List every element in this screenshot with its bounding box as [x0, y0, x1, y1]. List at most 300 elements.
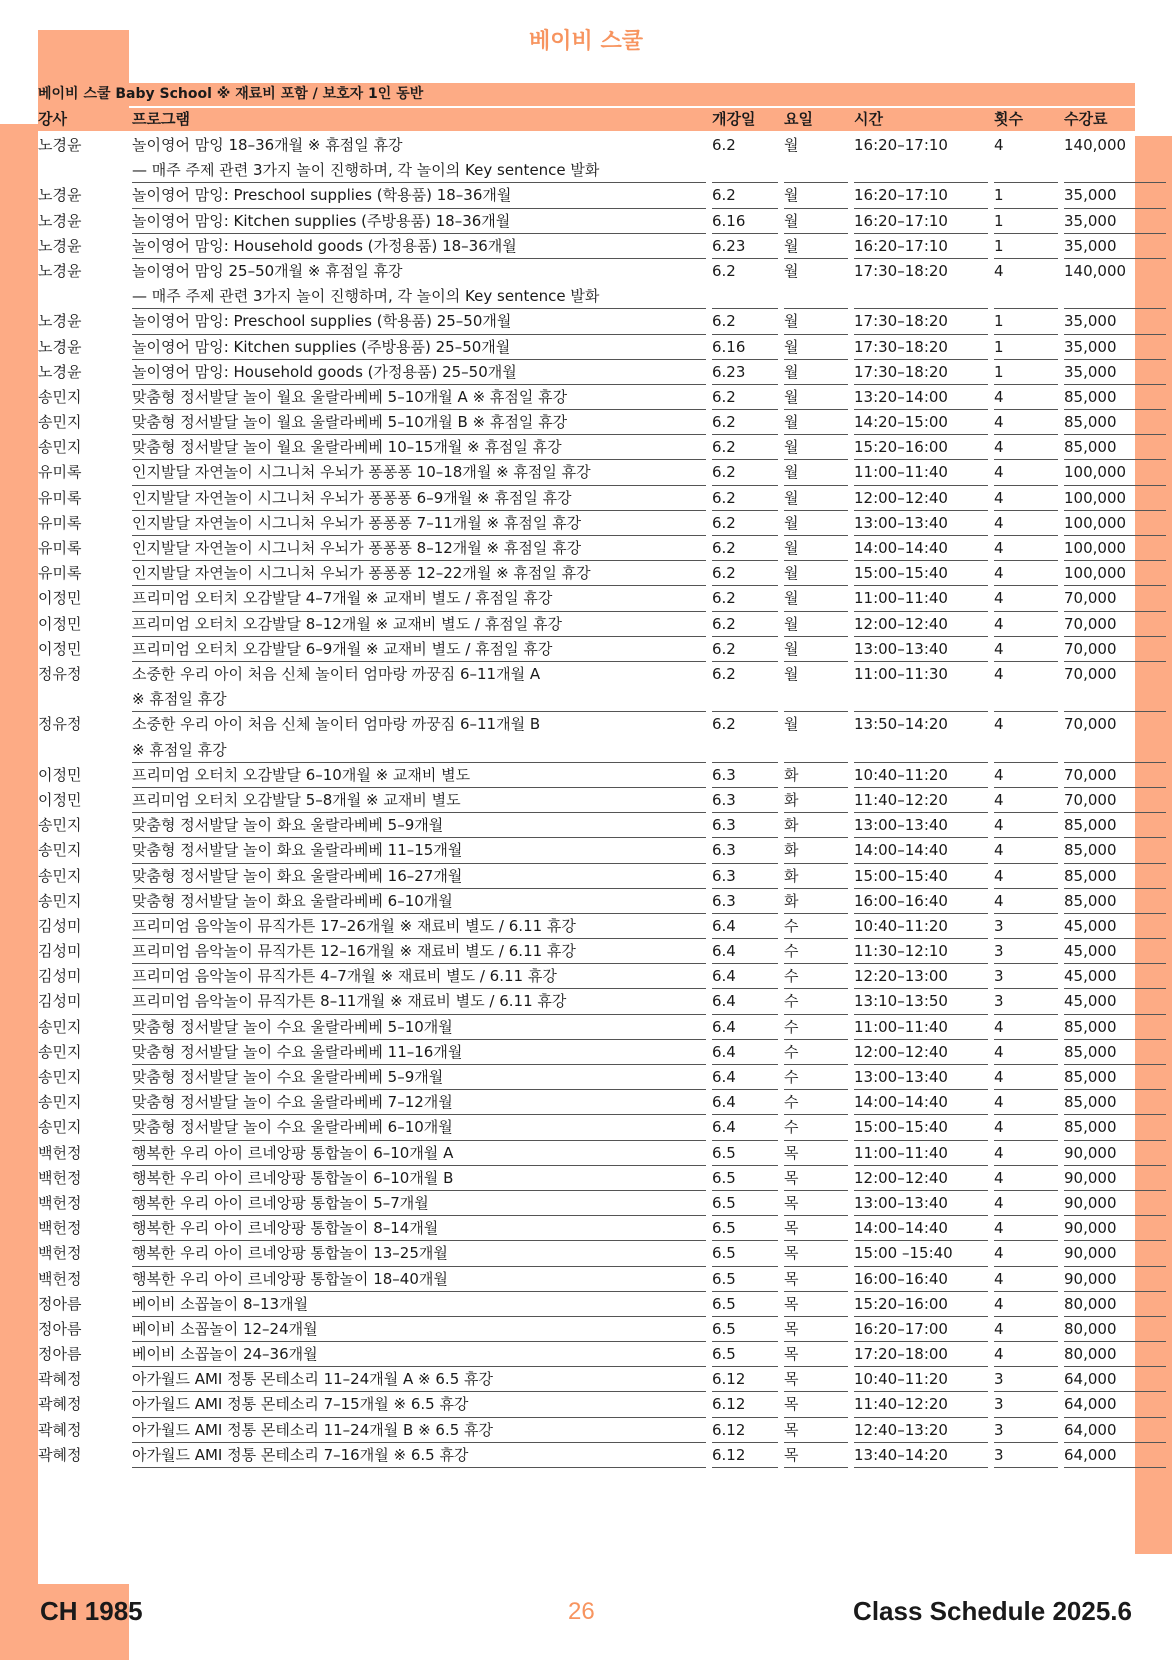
instructor-cell: 노경윤 — [38, 337, 82, 356]
program-cell: 행복한 우리 아이 르네앙팡 통합놀이 8–14개월 — [132, 1216, 706, 1241]
day-cell: 목 — [784, 1241, 848, 1266]
start-date-cell: 6.3 — [712, 763, 778, 788]
time-cell: 13:50–14:20 — [854, 712, 988, 762]
day-cell: 월 — [784, 385, 848, 410]
program-cell: 프리미엄 음악놀이 뮤직가튼 12–16개월 ※ 재료비 별도 / 6.11 휴강 — [132, 939, 706, 964]
start-date-cell: 6.12 — [712, 1392, 778, 1417]
table-row — [38, 612, 1135, 637]
program-cell: 놀이영어 맘잉: Kitchen supplies (주방용품) 18–36개월 — [132, 209, 706, 234]
start-date-cell: 6.2 — [712, 511, 778, 536]
time-cell: 16:20–17:10 — [854, 183, 988, 208]
start-date-cell: 6.2 — [712, 309, 778, 334]
start-date-cell: 6.23 — [712, 360, 778, 385]
table-row — [38, 788, 1135, 813]
time-cell: 12:00–12:40 — [854, 612, 988, 637]
fee-cell: 45,000 — [1064, 939, 1166, 964]
program-cell: 맞춤형 정서발달 놀이 월요 울랄라베베 5–10개월 B ※ 휴점일 휴강 — [132, 410, 706, 435]
day-cell: 화 — [784, 864, 848, 889]
day-cell: 월 — [784, 410, 848, 435]
day-cell: 수 — [784, 914, 848, 939]
session-count-cell: 4 — [994, 1191, 1058, 1216]
fee-cell: 80,000 — [1064, 1317, 1166, 1342]
program-cell: 아가월드 AMI 정통 몬테소리 7–16개월 ※ 6.5 휴강 — [132, 1443, 706, 1468]
table-row — [38, 989, 1135, 1014]
time-cell: 15:00–15:40 — [854, 561, 988, 586]
program-cell: 맞춤형 정서발달 놀이 화요 울랄라베베 6–10개월 — [132, 889, 706, 914]
instructor-cell: 이정민 — [38, 765, 82, 784]
program-cell: 베이비 소꼽놀이 24–36개월 — [132, 1342, 706, 1367]
instructor-cell: 정아름 — [38, 1319, 82, 1338]
start-date-cell: 6.2 — [712, 385, 778, 410]
program-cell: 놀이영어 맘잉: Preschool supplies (학용품) 25–50개월 — [132, 309, 706, 334]
day-cell: 수 — [784, 1115, 848, 1140]
instructor-cell: 이정민 — [38, 790, 82, 809]
time-cell: 14:00–14:40 — [854, 1090, 988, 1115]
fee-cell: 70,000 — [1064, 763, 1166, 788]
start-date-cell: 6.4 — [712, 1090, 778, 1115]
instructor-cell: 김성미 — [38, 992, 82, 1011]
program-cell: 놀이영어 맘잉 18–36개월 ※ 휴점일 휴강 — 매주 주제 관련 3가지 놀이 진행하며, 각 놀이의 Key sentence 발화 — [132, 133, 706, 183]
time-cell: 13:00–13:40 — [854, 511, 988, 536]
program-cell: 프리미엄 오터치 오감발달 5–8개월 ※ 교재비 별도 — [132, 788, 706, 813]
time-cell: 11:00–11:40 — [854, 1141, 988, 1166]
session-count-cell: 4 — [994, 1216, 1058, 1241]
instructor-cell: 백헌정 — [38, 1143, 82, 1162]
time-cell: 17:30–18:20 — [854, 360, 988, 385]
fee-cell: 85,000 — [1064, 1065, 1166, 1090]
instructor-cell: 백헌정 — [38, 1193, 82, 1212]
session-count-cell: 1 — [994, 360, 1058, 385]
session-count-cell: 3 — [994, 1418, 1058, 1443]
time-cell: 14:20–15:00 — [854, 410, 988, 435]
time-cell: 13:40–14:20 — [854, 1443, 988, 1468]
session-count-cell: 1 — [994, 309, 1058, 334]
day-cell: 월 — [784, 435, 848, 460]
program-cell: 행복한 우리 아이 르네앙팡 통합놀이 18–40개월 — [132, 1267, 706, 1292]
footer-brand: CH 1985 — [40, 1596, 143, 1626]
time-cell: 17:30–18:20 — [854, 335, 988, 360]
session-count-cell: 4 — [994, 385, 1058, 410]
program-cell: 베이비 소꼽놀이 12–24개월 — [132, 1317, 706, 1342]
col-header-day: 요일 — [784, 110, 813, 128]
day-cell: 수 — [784, 989, 848, 1014]
day-cell: 화 — [784, 813, 848, 838]
table-row — [38, 1418, 1135, 1443]
session-count-cell: 4 — [994, 133, 1058, 183]
program-cell: 프리미엄 음악놀이 뮤직가튼 17–26개월 ※ 재료비 별도 / 6.11 휴강 — [132, 914, 706, 939]
time-cell: 12:40–13:20 — [854, 1418, 988, 1443]
table-row — [38, 1392, 1135, 1417]
time-cell: 13:20–14:00 — [854, 385, 988, 410]
day-cell: 목 — [784, 1342, 848, 1367]
instructor-cell: 송민지 — [38, 866, 82, 885]
instructor-cell: 정유정 — [38, 715, 82, 734]
program-cell: 프리미엄 음악놀이 뮤직가튼 8–11개월 ※ 재료비 별도 / 6.11 휴강 — [132, 989, 706, 1014]
fee-cell: 64,000 — [1064, 1392, 1166, 1417]
session-count-cell: 3 — [994, 1392, 1058, 1417]
program-cell: 프리미엄 오터치 오감발달 8–12개월 ※ 교재비 별도 / 휴점일 휴강 — [132, 612, 706, 637]
program-cell: 인지발달 자연놀이 시그니처 우뇌가 퐁퐁퐁 7–11개월 ※ 휴점일 휴강 — [132, 511, 706, 536]
fee-cell: 80,000 — [1064, 1342, 1166, 1367]
fee-cell: 35,000 — [1064, 234, 1166, 259]
instructor-cell: 송민지 — [38, 1118, 82, 1137]
session-count-cell: 4 — [994, 586, 1058, 611]
session-count-cell: 4 — [994, 259, 1058, 309]
col-header-start: 개강일 — [712, 110, 756, 128]
program-cell: 맞춤형 정서발달 놀이 수요 울랄라베베 5–9개월 — [132, 1065, 706, 1090]
instructor-cell: 정아름 — [38, 1345, 82, 1364]
program-cell: 프리미엄 오터치 오감발달 6–10개월 ※ 교재비 별도 — [132, 763, 706, 788]
fee-cell: 85,000 — [1064, 1015, 1166, 1040]
start-date-cell: 6.5 — [712, 1191, 778, 1216]
fee-cell: 90,000 — [1064, 1141, 1166, 1166]
fee-cell: 64,000 — [1064, 1367, 1166, 1392]
session-count-cell: 4 — [994, 460, 1058, 485]
start-date-cell: 6.2 — [712, 460, 778, 485]
program-cell: 맞춤형 정서발달 놀이 화요 울랄라베베 11–15개월 — [132, 838, 706, 863]
time-cell: 12:20–13:00 — [854, 964, 988, 989]
start-date-cell: 6.2 — [712, 536, 778, 561]
fee-cell: 70,000 — [1064, 612, 1166, 637]
session-count-cell: 4 — [994, 612, 1058, 637]
instructor-cell: 백헌정 — [38, 1168, 82, 1187]
start-date-cell: 6.2 — [712, 183, 778, 208]
schedule-table — [38, 133, 1135, 1468]
col-header-instructor: 강사 — [38, 110, 67, 128]
start-date-cell: 6.4 — [712, 1015, 778, 1040]
fee-cell: 70,000 — [1064, 788, 1166, 813]
program-cell: 맞춤형 정서발달 놀이 월요 울랄라베베 5–10개월 A ※ 휴점일 휴강 — [132, 385, 706, 410]
start-date-cell: 6.12 — [712, 1418, 778, 1443]
program-cell: 아가월드 AMI 정통 몬테소리 11–24개월 B ※ 6.5 휴강 — [132, 1418, 706, 1443]
column-header-row — [38, 108, 1135, 131]
day-cell: 수 — [784, 1090, 848, 1115]
session-count-cell: 4 — [994, 1342, 1058, 1367]
fee-cell: 90,000 — [1064, 1241, 1166, 1266]
day-cell: 월 — [784, 309, 848, 334]
program-cell: 베이비 소꼽놀이 8–13개월 — [132, 1292, 706, 1317]
instructor-cell: 정아름 — [38, 1294, 82, 1313]
time-cell: 17:20–18:00 — [854, 1342, 988, 1367]
session-count-cell: 4 — [994, 813, 1058, 838]
session-count-cell: 4 — [994, 1241, 1058, 1266]
fee-cell: 85,000 — [1064, 838, 1166, 863]
day-cell: 화 — [784, 838, 848, 863]
day-cell: 목 — [784, 1191, 848, 1216]
program-cell: 행복한 우리 아이 르네앙팡 통합놀이 13–25개월 — [132, 1241, 706, 1266]
instructor-cell: 이정민 — [38, 639, 82, 658]
day-cell: 월 — [784, 460, 848, 485]
start-date-cell: 6.2 — [712, 410, 778, 435]
program-cell: 맞춤형 정서발달 놀이 수요 울랄라베베 6–10개월 — [132, 1115, 706, 1140]
start-date-cell: 6.5 — [712, 1166, 778, 1191]
instructor-cell: 정유정 — [38, 664, 82, 683]
program-cell: 행복한 우리 아이 르네앙팡 통합놀이 6–10개월 A — [132, 1141, 706, 1166]
fee-cell: 70,000 — [1064, 712, 1166, 762]
start-date-cell: 6.3 — [712, 864, 778, 889]
session-count-cell: 4 — [994, 838, 1058, 863]
instructor-cell: 노경윤 — [38, 236, 82, 255]
start-date-cell: 6.4 — [712, 914, 778, 939]
table-row — [38, 133, 1135, 183]
instructor-cell: 유미록 — [38, 513, 82, 532]
session-count-cell: 4 — [994, 486, 1058, 511]
day-cell: 수 — [784, 1040, 848, 1065]
fee-cell: 100,000 — [1064, 460, 1166, 485]
time-cell: 10:40–11:20 — [854, 1367, 988, 1392]
program-cell: 맞춤형 정서발달 놀이 화요 울랄라베베 5–9개월 — [132, 813, 706, 838]
day-cell: 수 — [784, 939, 848, 964]
time-cell: 10:40–11:20 — [854, 763, 988, 788]
instructor-cell: 김성미 — [38, 942, 82, 961]
decor-bar-left — [0, 124, 38, 1660]
table-row — [38, 1166, 1135, 1191]
time-cell: 17:30–18:20 — [854, 259, 988, 309]
fee-cell: 35,000 — [1064, 209, 1166, 234]
session-count-cell: 4 — [994, 1090, 1058, 1115]
day-cell: 화 — [784, 763, 848, 788]
session-count-cell: 1 — [994, 183, 1058, 208]
time-cell: 14:00–14:40 — [854, 536, 988, 561]
program-cell: 소중한 우리 아이 처음 신체 놀이터 엄마랑 까꿍짐 6–11개월 A ※ 휴점일 휴강 — [132, 662, 706, 712]
fee-cell: 90,000 — [1064, 1216, 1166, 1241]
session-count-cell: 4 — [994, 511, 1058, 536]
start-date-cell: 6.2 — [712, 586, 778, 611]
day-cell: 목 — [784, 1166, 848, 1191]
day-cell: 월 — [784, 712, 848, 762]
instructor-cell: 유미록 — [38, 564, 82, 583]
fee-cell: 35,000 — [1064, 360, 1166, 385]
col-header-time: 시간 — [854, 110, 883, 128]
time-cell: 15:00–15:40 — [854, 864, 988, 889]
table-row — [38, 335, 1135, 360]
time-cell: 15:20–16:00 — [854, 435, 988, 460]
fee-cell: 85,000 — [1064, 385, 1166, 410]
table-row — [38, 309, 1135, 334]
time-cell: 14:00–14:40 — [854, 1216, 988, 1241]
instructor-cell: 유미록 — [38, 488, 82, 507]
instructor-cell: 송민지 — [38, 1068, 82, 1086]
fee-cell: 85,000 — [1064, 1090, 1166, 1115]
instructor-cell: 노경윤 — [38, 211, 82, 230]
time-cell: 11:30–12:10 — [854, 939, 988, 964]
fee-cell: 45,000 — [1064, 964, 1166, 989]
table-row — [38, 964, 1135, 989]
fee-cell: 85,000 — [1064, 1040, 1166, 1065]
table-row — [38, 1267, 1135, 1292]
time-cell: 11:40–12:20 — [854, 788, 988, 813]
instructor-cell: 김성미 — [38, 916, 82, 935]
time-cell: 13:00–13:40 — [854, 813, 988, 838]
fee-cell: 100,000 — [1064, 536, 1166, 561]
session-count-cell: 4 — [994, 1115, 1058, 1140]
table-row — [38, 889, 1135, 914]
fee-cell: 90,000 — [1064, 1166, 1166, 1191]
table-row — [38, 1342, 1135, 1367]
instructor-cell: 곽혜정 — [38, 1420, 82, 1439]
day-cell: 월 — [784, 586, 848, 611]
day-cell: 목 — [784, 1443, 848, 1468]
start-date-cell: 6.2 — [712, 486, 778, 511]
session-count-cell: 4 — [994, 1292, 1058, 1317]
start-date-cell: 6.5 — [712, 1342, 778, 1367]
instructor-cell: 백헌정 — [38, 1244, 82, 1263]
page-number: 26 — [568, 1598, 595, 1625]
time-cell: 16:00–16:40 — [854, 889, 988, 914]
program-cell: 행복한 우리 아이 르네앙팡 통합놀이 6–10개월 B — [132, 1166, 706, 1191]
instructor-cell: 송민지 — [38, 413, 82, 432]
start-date-cell: 6.4 — [712, 964, 778, 989]
session-count-cell: 4 — [994, 410, 1058, 435]
start-date-cell: 6.4 — [712, 1065, 778, 1090]
time-cell: 11:00–11:40 — [854, 586, 988, 611]
day-cell: 월 — [784, 335, 848, 360]
day-cell: 수 — [784, 1015, 848, 1040]
fee-cell: 45,000 — [1064, 914, 1166, 939]
page-title: 베이비 스쿨 — [529, 29, 643, 54]
session-count-cell: 4 — [994, 788, 1058, 813]
instructor-cell: 송민지 — [38, 1093, 82, 1112]
session-count-cell: 4 — [994, 536, 1058, 561]
session-count-cell: 4 — [994, 1015, 1058, 1040]
program-cell: 맞춤형 정서발달 놀이 화요 울랄라베베 16–27개월 — [132, 864, 706, 889]
table-row — [38, 486, 1135, 511]
instructor-cell: 송민지 — [38, 816, 82, 835]
session-count-cell: 4 — [994, 561, 1058, 586]
fee-cell: 64,000 — [1064, 1418, 1166, 1443]
table-row — [38, 1241, 1135, 1266]
day-cell: 월 — [784, 209, 848, 234]
instructor-cell: 송민지 — [38, 438, 82, 457]
program-cell: 인지발달 자연놀이 시그니처 우뇌가 퐁퐁퐁 10–18개월 ※ 휴점일 휴강 — [132, 460, 706, 485]
day-cell: 목 — [784, 1392, 848, 1417]
day-cell: 월 — [784, 234, 848, 259]
time-cell: 15:00 –15:40 — [854, 1241, 988, 1266]
day-cell: 월 — [784, 536, 848, 561]
table-row — [38, 712, 1135, 762]
table-row — [38, 511, 1135, 536]
instructor-cell: 유미록 — [38, 539, 82, 558]
instructor-cell: 노경윤 — [38, 261, 82, 280]
start-date-cell: 6.3 — [712, 838, 778, 863]
time-cell: 11:00–11:40 — [854, 1015, 988, 1040]
session-count-cell: 4 — [994, 662, 1058, 712]
start-date-cell: 6.12 — [712, 1443, 778, 1468]
day-cell: 화 — [784, 889, 848, 914]
day-cell: 수 — [784, 1065, 848, 1090]
session-count-cell: 1 — [994, 335, 1058, 360]
table-row — [38, 1292, 1135, 1317]
time-cell: 13:10–13:50 — [854, 989, 988, 1014]
start-date-cell: 6.2 — [712, 637, 778, 662]
fee-cell: 64,000 — [1064, 1443, 1166, 1468]
session-count-cell: 3 — [994, 964, 1058, 989]
session-count-cell: 4 — [994, 864, 1058, 889]
table-row — [38, 561, 1135, 586]
day-cell: 목 — [784, 1292, 848, 1317]
session-count-cell: 3 — [994, 1443, 1058, 1468]
session-count-cell: 3 — [994, 914, 1058, 939]
program-cell: 놀이영어 맘잉: Household goods (가정용품) 18–36개월 — [132, 234, 706, 259]
table-row — [38, 234, 1135, 259]
time-cell: 10:40–11:20 — [854, 914, 988, 939]
program-cell: 인지발달 자연놀이 시그니처 우뇌가 퐁퐁퐁 6–9개월 ※ 휴점일 휴강 — [132, 486, 706, 511]
session-count-cell: 4 — [994, 1141, 1058, 1166]
fee-cell: 100,000 — [1064, 486, 1166, 511]
fee-cell: 90,000 — [1064, 1267, 1166, 1292]
time-cell: 12:00–12:40 — [854, 1166, 988, 1191]
time-cell: 11:00–11:30 — [854, 662, 988, 712]
program-cell: 소중한 우리 아이 처음 신체 놀이터 엄마랑 까꿍짐 6–11개월 B ※ 휴점일 휴강 — [132, 712, 706, 762]
day-cell: 목 — [784, 1141, 848, 1166]
fee-cell: 85,000 — [1064, 813, 1166, 838]
day-cell: 월 — [784, 360, 848, 385]
fee-cell: 85,000 — [1064, 889, 1166, 914]
table-row — [38, 259, 1135, 309]
table-row — [38, 1090, 1135, 1115]
day-cell: 목 — [784, 1367, 848, 1392]
footer-title: Class Schedule 2025.6 — [853, 1596, 1132, 1626]
session-count-cell: 1 — [994, 209, 1058, 234]
fee-cell: 35,000 — [1064, 183, 1166, 208]
session-count-cell: 1 — [994, 234, 1058, 259]
start-date-cell: 6.16 — [712, 335, 778, 360]
table-row — [38, 662, 1135, 712]
program-cell: 아가월드 AMI 정통 몬테소리 7–15개월 ※ 6.5 휴강 — [132, 1392, 706, 1417]
fee-cell: 70,000 — [1064, 662, 1166, 712]
col-header-fee: 수강료 — [1064, 110, 1108, 128]
fee-cell: 80,000 — [1064, 1292, 1166, 1317]
program-cell: 프리미엄 음악놀이 뮤직가튼 4–7개월 ※ 재료비 별도 / 6.11 휴강 — [132, 964, 706, 989]
instructor-cell: 이정민 — [38, 614, 82, 633]
table-row — [38, 1367, 1135, 1392]
program-cell: 맞춤형 정서발달 놀이 수요 울랄라베베 7–12개월 — [132, 1090, 706, 1115]
table-row — [38, 410, 1135, 435]
start-date-cell: 6.2 — [712, 561, 778, 586]
session-count-cell: 4 — [994, 889, 1058, 914]
table-row — [38, 813, 1135, 838]
start-date-cell: 6.2 — [712, 259, 778, 309]
start-date-cell: 6.5 — [712, 1141, 778, 1166]
session-count-cell: 4 — [994, 1040, 1058, 1065]
start-date-cell: 6.2 — [712, 662, 778, 712]
table-row — [38, 1191, 1135, 1216]
start-date-cell: 6.3 — [712, 813, 778, 838]
start-date-cell: 6.4 — [712, 1040, 778, 1065]
fee-cell: 70,000 — [1064, 586, 1166, 611]
start-date-cell: 6.4 — [712, 939, 778, 964]
fee-cell: 100,000 — [1064, 511, 1166, 536]
day-cell: 월 — [784, 612, 848, 637]
fee-cell: 85,000 — [1064, 435, 1166, 460]
col-header-count: 횟수 — [994, 110, 1023, 128]
table-row — [38, 1317, 1135, 1342]
session-count-cell: 3 — [994, 1367, 1058, 1392]
start-date-cell: 6.4 — [712, 1115, 778, 1140]
fee-cell: 45,000 — [1064, 989, 1166, 1014]
instructor-cell: 곽혜정 — [38, 1395, 82, 1414]
program-cell: 놀이영어 맘잉 25–50개월 ※ 휴점일 휴강 — 매주 주제 관련 3가지 놀이 진행하며, 각 놀이의 Key sentence 발화 — [132, 259, 706, 309]
instructor-cell: 노경윤 — [38, 186, 82, 205]
instructor-cell: 노경윤 — [38, 362, 82, 381]
table-row — [38, 1015, 1135, 1040]
day-cell: 월 — [784, 183, 848, 208]
program-cell: 놀이영어 맘잉: Kitchen supplies (주방용품) 25–50개월 — [132, 335, 706, 360]
instructor-cell: 송민지 — [38, 387, 82, 406]
program-cell: 맞춤형 정서발달 놀이 수요 울랄라베베 5–10개월 — [132, 1015, 706, 1040]
session-count-cell: 4 — [994, 763, 1058, 788]
start-date-cell: 6.2 — [712, 133, 778, 183]
